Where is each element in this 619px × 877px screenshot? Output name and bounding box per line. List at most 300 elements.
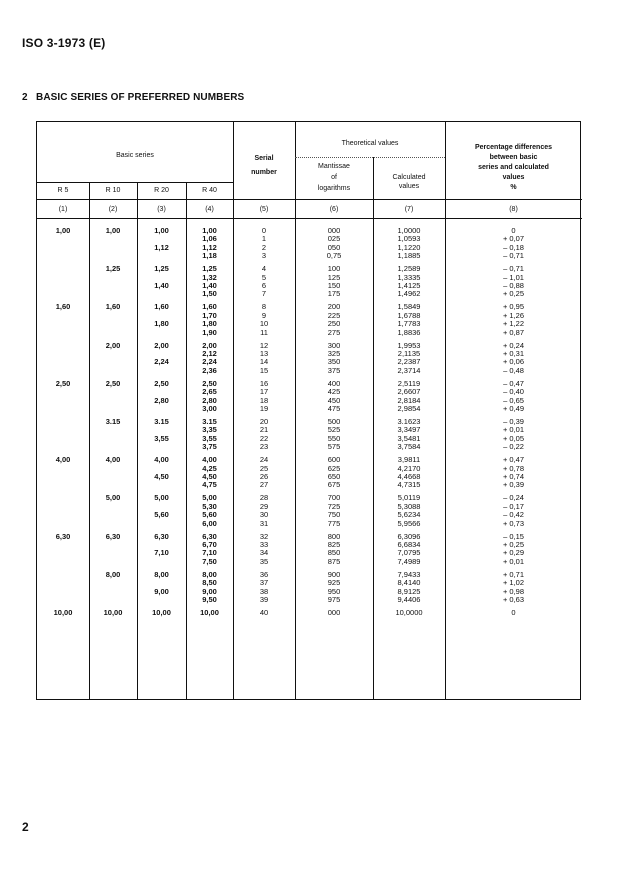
table-cell: 11 xyxy=(260,327,268,337)
table-cell: 275 xyxy=(327,327,341,337)
table-cell: 1,80 xyxy=(154,319,169,329)
table-cell: + 0,01 xyxy=(502,425,525,435)
table-cell: 8,00 xyxy=(154,569,169,579)
table-row xyxy=(37,244,582,252)
pct-header-line1: Percentage differences xyxy=(474,144,553,151)
table-cell: 6,70 xyxy=(202,540,217,549)
table-cell: 1,60 xyxy=(154,302,169,312)
header-rule xyxy=(37,218,582,219)
page-number: 2 xyxy=(22,820,29,834)
table-cell: 900 xyxy=(327,569,341,579)
table-cell: 150 xyxy=(327,281,341,290)
pct-header-line2: between basic xyxy=(489,154,538,161)
table-row xyxy=(37,227,582,235)
table-cell: – 0,39 xyxy=(503,417,524,426)
table-cell: 36 xyxy=(259,569,269,579)
table-cell: 975 xyxy=(327,595,341,604)
table-cell: + 0,49 xyxy=(502,404,525,413)
table-cell: + 0,78 xyxy=(502,463,525,473)
table-cell: + 0,87 xyxy=(502,327,525,337)
table-cell: 500 xyxy=(327,417,341,426)
table-cell: 1,00 xyxy=(105,226,121,235)
table-cell: 3.1623 xyxy=(397,417,421,426)
table-cell: 4,50 xyxy=(154,472,169,481)
table-row xyxy=(37,290,582,298)
column-number: (4) xyxy=(205,206,214,213)
table-cell: 4,2170 xyxy=(397,463,421,473)
table-cell: 350 xyxy=(327,357,341,367)
table-cell: – 0,71 xyxy=(503,251,524,261)
table-cell: 1,90 xyxy=(202,327,217,337)
table-cell: 9,50 xyxy=(202,595,217,604)
table-cell: 675 xyxy=(327,480,341,490)
column-number: (5) xyxy=(259,206,269,213)
table-cell: 3,3497 xyxy=(397,425,421,435)
table-cell: 37 xyxy=(259,578,269,588)
table-cell: 4,50 xyxy=(202,472,217,481)
section-title: BASIC SERIES OF PREFERRED NUMBERS xyxy=(36,92,245,103)
table-cell: 8,4140 xyxy=(397,578,421,588)
table-cell: 2,12 xyxy=(202,349,217,358)
table-cell: 2,24 xyxy=(154,357,169,367)
table-cell: 475 xyxy=(327,404,341,413)
table-cell: + 0,31 xyxy=(502,349,525,358)
mantissae-header-line1: Mantissae xyxy=(318,163,350,170)
table-cell: 1,0000 xyxy=(397,226,421,235)
table-cell: 6,00 xyxy=(202,518,217,528)
table-cell: – 0,48 xyxy=(503,365,524,375)
table-cell: 5,3088 xyxy=(397,501,421,511)
table-cell: 1,8836 xyxy=(397,327,421,337)
table-cell: 1,3335 xyxy=(397,272,421,282)
table-row xyxy=(37,435,582,443)
table-cell: 175 xyxy=(327,289,341,299)
serial-number-header-line1: Serial xyxy=(254,155,274,162)
section-number: 2 xyxy=(22,92,28,103)
table-cell: 6,6834 xyxy=(397,540,421,549)
table-cell: 625 xyxy=(327,463,341,473)
table-cell: 3,55 xyxy=(202,433,217,443)
table-cell: 4,00 xyxy=(154,455,169,465)
table-cell: 13 xyxy=(259,349,269,358)
section-heading xyxy=(22,92,244,103)
table-row xyxy=(37,235,582,243)
table-cell: 27 xyxy=(259,480,269,490)
table-cell: 1,25 xyxy=(154,264,169,274)
table-row xyxy=(37,350,582,358)
pct-header-line4: values xyxy=(502,174,525,181)
table-cell: 15 xyxy=(259,365,269,375)
table-cell: 1,60 xyxy=(202,302,217,312)
header-rule xyxy=(37,182,233,183)
table-cell: 1,06 xyxy=(202,234,217,244)
table-row xyxy=(37,380,582,388)
table-cell: 6,30 xyxy=(105,531,121,541)
mantissae-header-line2: of xyxy=(331,174,337,181)
table-cell: 9,4406 xyxy=(397,595,421,604)
table-cell: 3 xyxy=(261,251,267,261)
table-cell: 1,9953 xyxy=(397,340,421,350)
table-row xyxy=(37,511,582,519)
table-cell: + 0,98 xyxy=(502,586,525,596)
table-cell: 38 xyxy=(259,586,269,596)
table-cell: 2,00 xyxy=(202,340,217,350)
table-row xyxy=(37,473,582,481)
basic-series-header: Basic series xyxy=(116,152,154,159)
table-cell: 2 xyxy=(261,242,267,252)
table-cell: 10,0000 xyxy=(395,608,423,617)
table-cell: 6,3096 xyxy=(397,531,421,541)
table-cell: 5,00 xyxy=(105,493,121,503)
table-cell: 31 xyxy=(259,518,269,528)
table-cell: 6 xyxy=(261,281,267,290)
table-cell: 600 xyxy=(327,455,341,465)
r10-header: R 10 xyxy=(105,187,121,194)
table-cell: 7,0795 xyxy=(397,548,421,558)
table-cell: 6,30 xyxy=(202,531,217,541)
table-cell: 025 xyxy=(327,234,341,244)
column-number: (1) xyxy=(58,206,68,213)
table-cell: 32 xyxy=(259,531,269,541)
table-row xyxy=(37,503,582,511)
table-cell: 1,25 xyxy=(202,264,217,274)
table-cell: 3.15 xyxy=(202,417,217,426)
table-cell: 400 xyxy=(327,378,341,388)
table-cell: 7,4989 xyxy=(397,556,421,566)
table-row xyxy=(37,303,582,311)
table-cell: 2,5119 xyxy=(397,378,421,388)
table-cell: 125 xyxy=(327,272,341,282)
table-row xyxy=(37,609,582,617)
table-cell: 3,9811 xyxy=(397,455,421,465)
table-cell: 300 xyxy=(327,340,341,350)
table-cell: 1 xyxy=(261,234,267,244)
table-cell: 1,4125 xyxy=(397,281,421,290)
table-cell: 3,00 xyxy=(202,404,217,413)
table-cell: 5,6234 xyxy=(397,510,421,520)
table-cell: 1,80 xyxy=(202,319,217,329)
table-cell: 33 xyxy=(259,540,269,549)
table-cell: 375 xyxy=(327,365,341,375)
table-cell: 050 xyxy=(327,242,341,252)
table-cell: – 0,24 xyxy=(503,493,524,503)
table-cell: 925 xyxy=(327,578,341,588)
column-number: (8) xyxy=(509,206,518,213)
table-cell: + 1,22 xyxy=(502,319,525,329)
table-cell: 000 xyxy=(327,226,341,235)
table-cell: + 0,07 xyxy=(502,234,525,244)
table-row xyxy=(37,397,582,405)
table-cell: 2,24 xyxy=(202,357,217,367)
table-cell: 9 xyxy=(261,310,267,320)
table-cell: – 0,42 xyxy=(503,510,524,520)
table-cell: 1,6788 xyxy=(397,310,421,320)
table-row xyxy=(37,494,582,502)
table-cell: 1,00 xyxy=(154,226,169,235)
table-row xyxy=(37,405,582,413)
table-cell: 19 xyxy=(259,404,269,413)
table-cell: 3,5481 xyxy=(397,433,421,443)
table-cell: + 0,47 xyxy=(502,455,525,465)
table-cell: 9,00 xyxy=(202,586,217,596)
table-cell: 1,1220 xyxy=(397,242,421,252)
table-cell: 425 xyxy=(327,387,341,397)
table-cell: 0 xyxy=(511,226,516,235)
table-cell: 10 xyxy=(259,319,269,329)
table-cell: 2,00 xyxy=(154,340,169,350)
table-cell: 1,60 xyxy=(55,302,71,312)
table-cell: 2,80 xyxy=(202,395,217,405)
table-cell: 4 xyxy=(261,264,267,274)
calculated-header-line2: values xyxy=(398,183,420,190)
table-row xyxy=(37,342,582,350)
table-cell: 2,2387 xyxy=(397,357,421,367)
table-row xyxy=(37,312,582,320)
table-cell: – 0,17 xyxy=(503,501,524,511)
table-cell: – 0,22 xyxy=(503,442,524,452)
header-rule xyxy=(295,157,445,158)
table-cell: 750 xyxy=(327,510,341,520)
table-cell: 1,40 xyxy=(154,281,169,290)
table-cell: 4,00 xyxy=(105,455,121,465)
table-cell: 3,75 xyxy=(202,442,217,452)
column-number: (3) xyxy=(157,206,166,213)
table-row xyxy=(37,533,582,541)
table-cell: 5,9566 xyxy=(397,518,421,528)
table-cell: 1,0593 xyxy=(397,234,421,244)
table-cell: 24 xyxy=(259,455,269,465)
table-cell: + 0,01 xyxy=(502,556,525,566)
table-cell: 450 xyxy=(327,395,341,405)
table-row xyxy=(37,265,582,273)
table-row xyxy=(37,367,582,375)
pct-header-line3: series and calculated xyxy=(478,164,549,171)
table-cell: 2,1135 xyxy=(397,349,421,358)
table-row xyxy=(37,388,582,396)
r5-header: R 5 xyxy=(57,187,69,194)
table-cell: 775 xyxy=(327,518,341,528)
table-cell: 1,5849 xyxy=(397,302,421,312)
table-cell: 10,00 xyxy=(53,608,73,617)
table-cell: 7 xyxy=(261,289,267,299)
table-cell: 2,6607 xyxy=(397,387,421,397)
table-cell: + 0,25 xyxy=(502,540,525,549)
table-cell: 5 xyxy=(261,272,267,282)
r40-header: R 40 xyxy=(202,187,217,194)
r20-header: R 20 xyxy=(154,187,169,194)
table-cell: 2,50 xyxy=(154,378,169,388)
table-cell: 1,4962 xyxy=(397,289,421,299)
table-cell: 30 xyxy=(259,510,269,520)
table-cell: 2,50 xyxy=(55,378,71,388)
table-row xyxy=(37,579,582,587)
table-cell: – 0,18 xyxy=(503,242,524,252)
table-cell: 3,7584 xyxy=(397,442,421,452)
column-number: (7) xyxy=(404,206,414,213)
table-cell: 2,8184 xyxy=(397,395,421,405)
table-cell: 6,30 xyxy=(154,531,169,541)
table-cell: 18 xyxy=(259,395,269,405)
table-cell: + 0,29 xyxy=(502,548,525,558)
table-cell: 7,50 xyxy=(202,556,217,566)
table-cell: 8,9125 xyxy=(397,586,421,596)
table-cell: 14 xyxy=(259,357,269,367)
table-cell: 2,3714 xyxy=(397,365,421,375)
table-cell: 16 xyxy=(259,378,269,388)
table-cell: 9,00 xyxy=(154,586,169,596)
table-cell: 1,50 xyxy=(202,289,217,299)
table-cell: 6,30 xyxy=(55,531,71,541)
table-row xyxy=(37,549,582,557)
table-cell: 21 xyxy=(259,425,269,435)
table-cell: 4,75 xyxy=(202,480,217,490)
table-cell: 5,30 xyxy=(202,501,217,511)
table-row xyxy=(37,520,582,528)
table-cell: 1,12 xyxy=(202,242,217,252)
table-cell: + 0,39 xyxy=(502,480,525,490)
column-number: (6) xyxy=(329,206,339,213)
table-row xyxy=(37,596,582,604)
table-cell: – 0,15 xyxy=(503,531,524,541)
table-cell: 850 xyxy=(327,548,341,558)
table-cell: 4,25 xyxy=(202,463,217,473)
table-cell: 8,00 xyxy=(105,569,121,579)
table-cell: – 0,71 xyxy=(503,264,524,274)
table-cell: 40 xyxy=(259,608,269,617)
table-cell: 29 xyxy=(259,501,269,511)
table-cell: 1,18 xyxy=(202,251,217,261)
table-cell: 1,7783 xyxy=(397,319,421,329)
table-cell: 20 xyxy=(259,417,269,426)
table-cell: 7,9433 xyxy=(397,569,421,579)
table-row xyxy=(37,571,582,579)
table-cell: 2,00 xyxy=(105,340,121,350)
table-row xyxy=(37,456,582,464)
table-row xyxy=(37,443,582,451)
table-cell: 875 xyxy=(327,556,341,566)
table-row xyxy=(37,282,582,290)
table-row xyxy=(37,320,582,328)
table-row xyxy=(37,418,582,426)
table-cell: 1,32 xyxy=(202,272,217,282)
table-cell: + 0,05 xyxy=(502,433,525,443)
table-cell: 3,55 xyxy=(154,433,169,443)
table-cell: 10,00 xyxy=(103,608,123,617)
table-cell: – 0,88 xyxy=(503,281,524,290)
table-cell: + 1,02 xyxy=(502,578,525,588)
table-cell: – 0,40 xyxy=(503,387,524,397)
table-cell: 2,50 xyxy=(202,378,217,388)
table-cell: 4,7315 xyxy=(397,480,421,490)
table-cell: 4,00 xyxy=(55,455,71,465)
table-cell: 5,00 xyxy=(154,493,169,503)
table-cell: – 1,01 xyxy=(503,272,524,282)
document-header: ISO 3-1973 (E) xyxy=(22,36,106,50)
theoretical-values-header: Theoretical values xyxy=(341,140,399,147)
table-cell: 7,10 xyxy=(202,548,217,558)
table-cell: 525 xyxy=(327,425,341,435)
table-cell: 3.15 xyxy=(105,417,121,426)
table-cell: 0,75 xyxy=(326,251,342,261)
table-cell: 0 xyxy=(261,226,267,235)
mantissae-header-line3: logarithms xyxy=(317,185,351,192)
table-cell: – 0,65 xyxy=(503,395,524,405)
table-cell: 1,2589 xyxy=(397,264,421,274)
table-cell: 3.15 xyxy=(154,417,169,426)
table-cell: 2,80 xyxy=(154,395,169,405)
table-cell: 39 xyxy=(259,595,269,604)
table-cell: 12 xyxy=(259,340,269,350)
table-cell: 22 xyxy=(259,433,269,443)
table-cell: + 0,63 xyxy=(502,595,525,604)
table-cell: 550 xyxy=(327,433,341,443)
table-cell: 8 xyxy=(261,302,267,312)
table-cell: 4,00 xyxy=(202,455,217,465)
table-cell: 25 xyxy=(259,463,269,473)
calculated-header-line1: Calculated xyxy=(392,174,426,181)
table-cell: 5,0119 xyxy=(397,493,421,503)
pct-header-line5: % xyxy=(510,184,517,191)
table-cell: 1,00 xyxy=(55,226,71,235)
table-cell: 0 xyxy=(511,608,516,617)
table-row xyxy=(37,588,582,596)
table-cell: 28 xyxy=(259,493,269,503)
table-cell: 17 xyxy=(259,387,269,397)
table-cell: 100 xyxy=(327,264,341,274)
table-cell: + 0,71 xyxy=(502,569,525,579)
table-cell: 35 xyxy=(259,556,269,566)
table-cell: 26 xyxy=(259,472,269,481)
table-cell: + 0,95 xyxy=(502,302,525,312)
table-cell: – 0,47 xyxy=(503,378,524,388)
table-row xyxy=(37,558,582,566)
table-cell: 1,12 xyxy=(154,242,169,252)
table-cell: 10,00 xyxy=(200,608,219,617)
table-row xyxy=(37,329,582,337)
table-cell: 2,36 xyxy=(202,365,217,375)
table-cell: 650 xyxy=(327,472,341,481)
table-cell: 325 xyxy=(327,349,341,358)
column-number: (2) xyxy=(108,206,118,213)
table-cell: 8,50 xyxy=(202,578,217,588)
table-row xyxy=(37,274,582,282)
table-cell: 10,00 xyxy=(152,608,171,617)
table-row xyxy=(37,426,582,434)
table-cell: 1,00 xyxy=(202,226,217,235)
header-rule xyxy=(37,199,582,200)
table-cell: 4,4668 xyxy=(397,472,421,481)
table-row xyxy=(37,465,582,473)
table-cell: 23 xyxy=(259,442,269,452)
table-cell: + 0,24 xyxy=(502,340,525,350)
table-cell: 800 xyxy=(327,531,341,541)
table-cell: 725 xyxy=(327,501,341,511)
table-cell: + 0,74 xyxy=(502,472,525,481)
table-cell: 1,25 xyxy=(105,264,121,274)
table-cell: 8,00 xyxy=(202,569,217,579)
table-cell: 700 xyxy=(327,493,341,503)
table-cell: 225 xyxy=(327,310,341,320)
serial-number-header-line2: number xyxy=(251,169,277,176)
table-cell: 1,60 xyxy=(105,302,121,312)
table-row xyxy=(37,481,582,489)
table-cell: 5,60 xyxy=(154,510,169,520)
table-cell: 2,9854 xyxy=(397,404,421,413)
table-cell: 000 xyxy=(327,608,341,617)
table-cell: 250 xyxy=(327,319,341,329)
table-cell: 3,35 xyxy=(202,425,217,435)
table-cell: 1,1885 xyxy=(397,251,421,261)
